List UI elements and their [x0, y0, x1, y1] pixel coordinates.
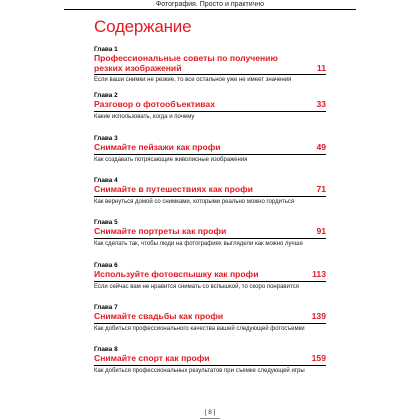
chapter-rule: [94, 323, 326, 324]
chapter-page-number[interactable]: 159: [311, 353, 326, 363]
chapter-title[interactable]: Снимайте спорт как профи: [94, 353, 210, 363]
toc-entry-1[interactable]: [94, 46, 326, 84]
toc-entry-7[interactable]: [94, 304, 326, 333]
running-header: [0, 0, 420, 11]
chapter-page-number[interactable]: 71: [316, 184, 326, 194]
chapter-rule: [94, 238, 326, 239]
chapter-label: Глава 1: [94, 46, 118, 53]
chapter-description: Как сделать так, чтобы люди на фотографиях выглядели как можно лучше: [94, 240, 303, 247]
header-rule: [64, 9, 356, 10]
chapter-title[interactable]: Снимайте в путешествиях как профи: [94, 184, 253, 194]
toc-entry-5[interactable]: [94, 219, 326, 248]
chapter-description: Как добиться профессиональных результатов при съемке следующей игры: [94, 367, 305, 374]
chapter-page-number[interactable]: 49: [316, 142, 326, 152]
chapter-page-number[interactable]: 11: [316, 62, 326, 73]
page-title: Содержание: [94, 17, 192, 36]
chapter-label: Глава 5: [94, 219, 118, 226]
toc-entry-8[interactable]: [94, 346, 326, 375]
chapter-title[interactable]: Снимайте портреты как профи: [94, 226, 227, 236]
chapter-description: Если ваши снимки не резкие, то все остальное уже не имеет значения: [94, 77, 292, 83]
chapter-title[interactable]: Используйте фотовспышку как профи: [94, 269, 259, 279]
toc-entry-3[interactable]: [94, 135, 326, 164]
chapter-page-number[interactable]: 91: [316, 226, 326, 236]
chapter-title[interactable]: Снимайте пейзажи как профи: [94, 142, 221, 152]
chapter-description: Как вернуться домой со снимками, которыми реально можно гордиться: [94, 198, 295, 205]
chapter-label: Глава 4: [94, 177, 118, 184]
toc-entry-2[interactable]: [94, 92, 326, 121]
running-header-title: Фотография. Просто и практично: [155, 1, 265, 8]
page-number: [ 8 ]: [204, 409, 216, 416]
chapter-label: Глава 2: [94, 92, 118, 99]
chapter-page-number[interactable]: 139: [311, 311, 326, 321]
footer-rule: [200, 418, 220, 419]
chapter-page-number[interactable]: 33: [316, 99, 326, 109]
chapter-title[interactable]: Разговор о фотообъективах: [94, 99, 215, 109]
chapter-label: Глава 8: [94, 346, 118, 353]
chapter-description: Если сейчас вам не нравится снимать со вспышкой, то скоро понравится: [94, 283, 299, 290]
chapter-label: Глава 7: [94, 304, 118, 311]
chapter-label: Глава 3: [94, 135, 118, 142]
chapter-rule: [94, 111, 326, 112]
chapter-rule: [94, 281, 326, 282]
chapter-description: Как добиться профессионального качества вашей следующей фотосъемки: [94, 325, 305, 332]
chapter-page-number[interactable]: 113: [312, 269, 326, 279]
chapter-rule: [94, 154, 326, 155]
chapter-description: Какие использовать, когда и почему: [94, 113, 195, 120]
chapter-description: Как создавать потрясающие живописные изображения: [94, 156, 248, 163]
chapter-label: Глава 6: [94, 262, 118, 269]
toc-entry-4[interactable]: [94, 177, 326, 206]
chapter-rule: [94, 365, 326, 366]
toc-entry-6[interactable]: [94, 262, 326, 291]
chapter-title[interactable]: Снимайте свадьбы как профи: [94, 311, 224, 321]
chapter-rule: [94, 74, 326, 75]
chapter-rule: [94, 196, 326, 197]
chapter-title[interactable]: Профессиональные советы по получению резких изображений: [94, 53, 278, 73]
